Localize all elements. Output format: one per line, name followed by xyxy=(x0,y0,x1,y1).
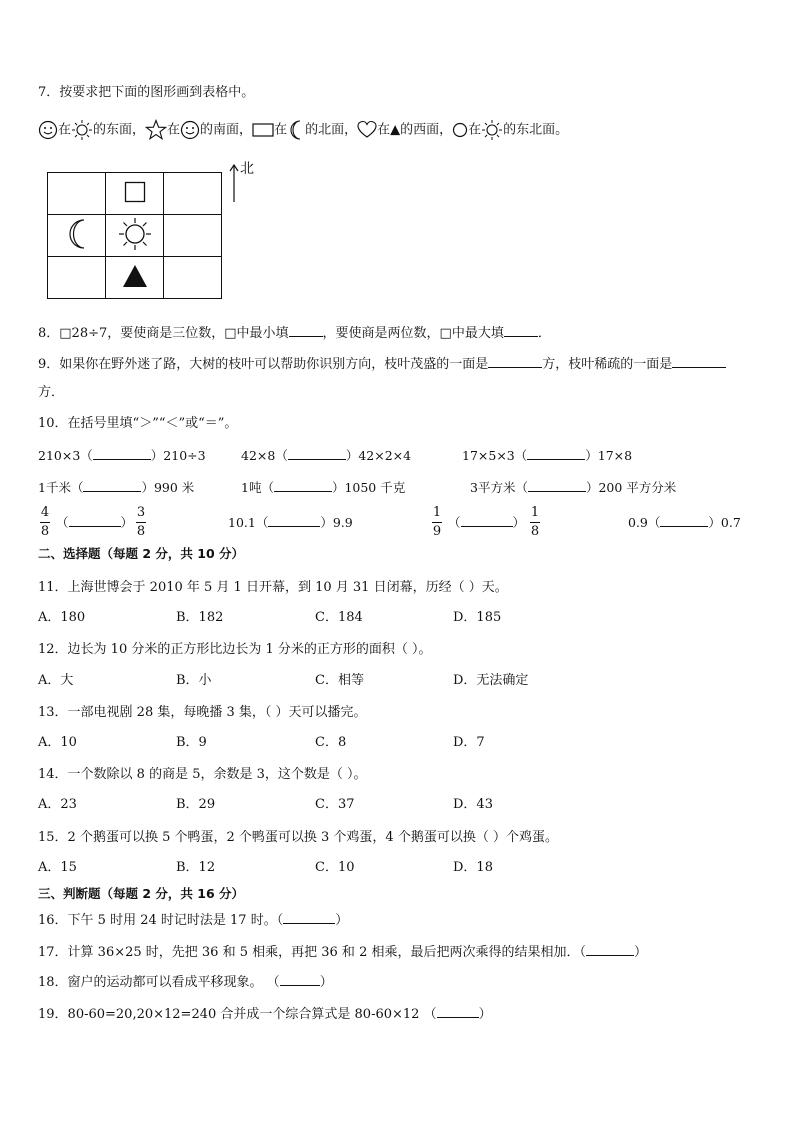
option-c[interactable]: C．37 xyxy=(315,797,355,812)
grid-cell[interactable] xyxy=(106,173,164,215)
q16-text: 16．下午 5 时用 24 时记时法是 17 时。（ ） xyxy=(38,913,349,928)
compare-item: 1千米（ ）990 米 xyxy=(38,480,195,495)
option-d[interactable]: D．185 xyxy=(453,610,502,625)
q7-clues: 在 的东面， 在 的南面， 在 的北面， 在▲的西面， 在 的东北面。 xyxy=(38,119,568,141)
answer-blank[interactable] xyxy=(289,324,323,337)
answer-blank[interactable] xyxy=(69,514,121,527)
fraction: 3 8 xyxy=(136,505,146,539)
grid-cell[interactable] xyxy=(164,215,222,257)
option-b[interactable]: B．9 xyxy=(176,735,207,750)
sun-icon xyxy=(481,119,503,141)
option-c[interactable]: C．8 xyxy=(315,735,347,750)
grid-cell[interactable] xyxy=(164,173,222,215)
section-heading: 三、判断题（每题 2 分，共 16 分） xyxy=(38,886,245,901)
compare-item: 42×8（ ）42×2×4 xyxy=(241,448,412,463)
option-b[interactable]: B．182 xyxy=(176,610,224,625)
triangle-icon xyxy=(121,263,149,289)
fraction: 1 9 xyxy=(432,505,442,539)
north-label: 北 xyxy=(240,161,254,177)
fraction: 1 8 xyxy=(530,505,540,539)
option-a[interactable]: A．15 xyxy=(38,860,77,875)
answer-blank[interactable] xyxy=(268,514,320,527)
answer-blank[interactable] xyxy=(672,355,726,368)
option-b[interactable]: B．小 xyxy=(176,673,212,688)
compare-paren: （ ） xyxy=(56,515,134,530)
q19-text: 19．80-60=20,20×12=240 合并成一个综合算式是 80-60×12 （ ） xyxy=(38,1007,492,1022)
answer-blank[interactable] xyxy=(586,943,634,956)
q9-text: 9．如果你在野外迷了路，大树的枝叶可以帮助你识别方向，枝叶茂盛的一面是 方，枝叶稀疏的一面是 xyxy=(38,355,726,374)
grid-cell[interactable] xyxy=(164,257,222,299)
option-d[interactable]: D．18 xyxy=(453,860,493,875)
north-arrow-icon xyxy=(228,164,240,204)
answer-blank[interactable] xyxy=(274,479,332,492)
answer-blank[interactable] xyxy=(504,324,538,337)
grid-cell[interactable] xyxy=(48,215,106,257)
answer-blank[interactable] xyxy=(437,1005,479,1018)
heart-icon xyxy=(357,120,377,140)
option-c[interactable]: C．相等 xyxy=(315,673,364,688)
compare-paren: （ ） xyxy=(448,515,526,530)
option-d[interactable]: D．43 xyxy=(453,797,493,812)
q18-text: 18．窗户的运动都可以看成平移现象。 （ ） xyxy=(38,975,333,990)
option-b[interactable]: B．29 xyxy=(176,797,216,812)
answer-blank[interactable] xyxy=(280,973,320,986)
grid-cell[interactable] xyxy=(48,257,106,299)
option-b[interactable]: B．12 xyxy=(176,860,216,875)
circle-icon xyxy=(452,122,468,138)
square-icon xyxy=(124,181,146,203)
rectangle-icon xyxy=(252,122,274,138)
option-d[interactable]: D．无法确定 xyxy=(453,673,529,688)
answer-blank[interactable] xyxy=(288,447,346,460)
smiley-icon xyxy=(38,120,58,140)
moon-icon xyxy=(64,218,90,250)
q17-text: 17．计算 36×25 时，先把 36 和 5 相乘，再把 36 和 2 相乘，最后把两次乘得的结果相加．（ ） xyxy=(38,945,647,960)
compare-item: 3平方米（ ）200 平方分米 xyxy=(470,480,677,495)
compare-item: 0.9（ ）0.7 xyxy=(628,515,741,530)
answer-blank[interactable] xyxy=(527,447,585,460)
grid-cell[interactable] xyxy=(106,215,164,257)
option-a[interactable]: A．大 xyxy=(38,673,74,688)
answer-blank[interactable] xyxy=(461,514,513,527)
option-a[interactable]: A．23 xyxy=(38,797,77,812)
q11-text: 11．上海世博会于 2010 年 5 月 1 日开幕，到 10 月 31 日闭幕，历经（ ）天。 xyxy=(38,580,508,595)
option-c[interactable]: C．184 xyxy=(315,610,363,625)
answer-blank[interactable] xyxy=(528,479,586,492)
star-icon xyxy=(145,119,167,141)
option-c[interactable]: C．10 xyxy=(315,860,355,875)
option-a[interactable]: A．10 xyxy=(38,735,77,750)
option-d[interactable]: D．7 xyxy=(453,735,485,750)
q9-text-cont: 方． xyxy=(38,385,65,400)
sun-icon xyxy=(71,119,93,141)
answer-blank[interactable] xyxy=(283,911,335,924)
section-heading: 二、选择题（每题 2 分，共 10 分） xyxy=(38,546,245,561)
compare-item: 210×3（ ）210÷3 xyxy=(38,448,206,463)
answer-blank[interactable] xyxy=(93,447,151,460)
q15-text: 15．2 个鹅蛋可以换 5 个鸭蛋，2 个鸭蛋可以换 3 个鸡蛋，4 个鹅蛋可以换（ ）个鸡蛋。 xyxy=(38,830,558,845)
direction-grid xyxy=(47,172,222,299)
fraction: 4 8 xyxy=(40,505,50,539)
q12-text: 12．边长为 10 分米的正方形比边长为 1 分米的正方形的面积（ ）。 xyxy=(38,642,432,657)
answer-blank[interactable] xyxy=(83,479,141,492)
q13-text: 13．一部电视剧 28 集，每晚播 3 集，（ ）天可以播完。 xyxy=(38,705,367,720)
compare-item: 1吨（ ）1050 千克 xyxy=(241,480,406,495)
compare-item: 17×5×3（ ）17×8 xyxy=(462,448,633,463)
moon-icon xyxy=(287,119,305,141)
smiley-icon xyxy=(180,120,200,140)
compare-item: 10.1（ ）9.9 xyxy=(228,515,353,530)
answer-blank[interactable] xyxy=(488,355,542,368)
q14-text: 14．一个数除以 8 的商是 5，余数是 3，这个数是（ ）。 xyxy=(38,767,367,782)
grid-cell[interactable] xyxy=(106,257,164,299)
q10-title: 10．在括号里填“＞”“＜”或“＝”。 xyxy=(38,416,238,431)
sun-icon xyxy=(117,216,153,252)
option-a[interactable]: A．180 xyxy=(38,610,86,625)
answer-blank[interactable] xyxy=(660,514,708,527)
q7-title: 7．按要求把下面的图形画到表格中。 xyxy=(38,85,255,100)
q8-text: 8．□28÷7，要使商是三位数，□中最小填 ，要使商是两位数，□中最大填 ． xyxy=(38,326,551,341)
grid-cell[interactable] xyxy=(48,173,106,215)
